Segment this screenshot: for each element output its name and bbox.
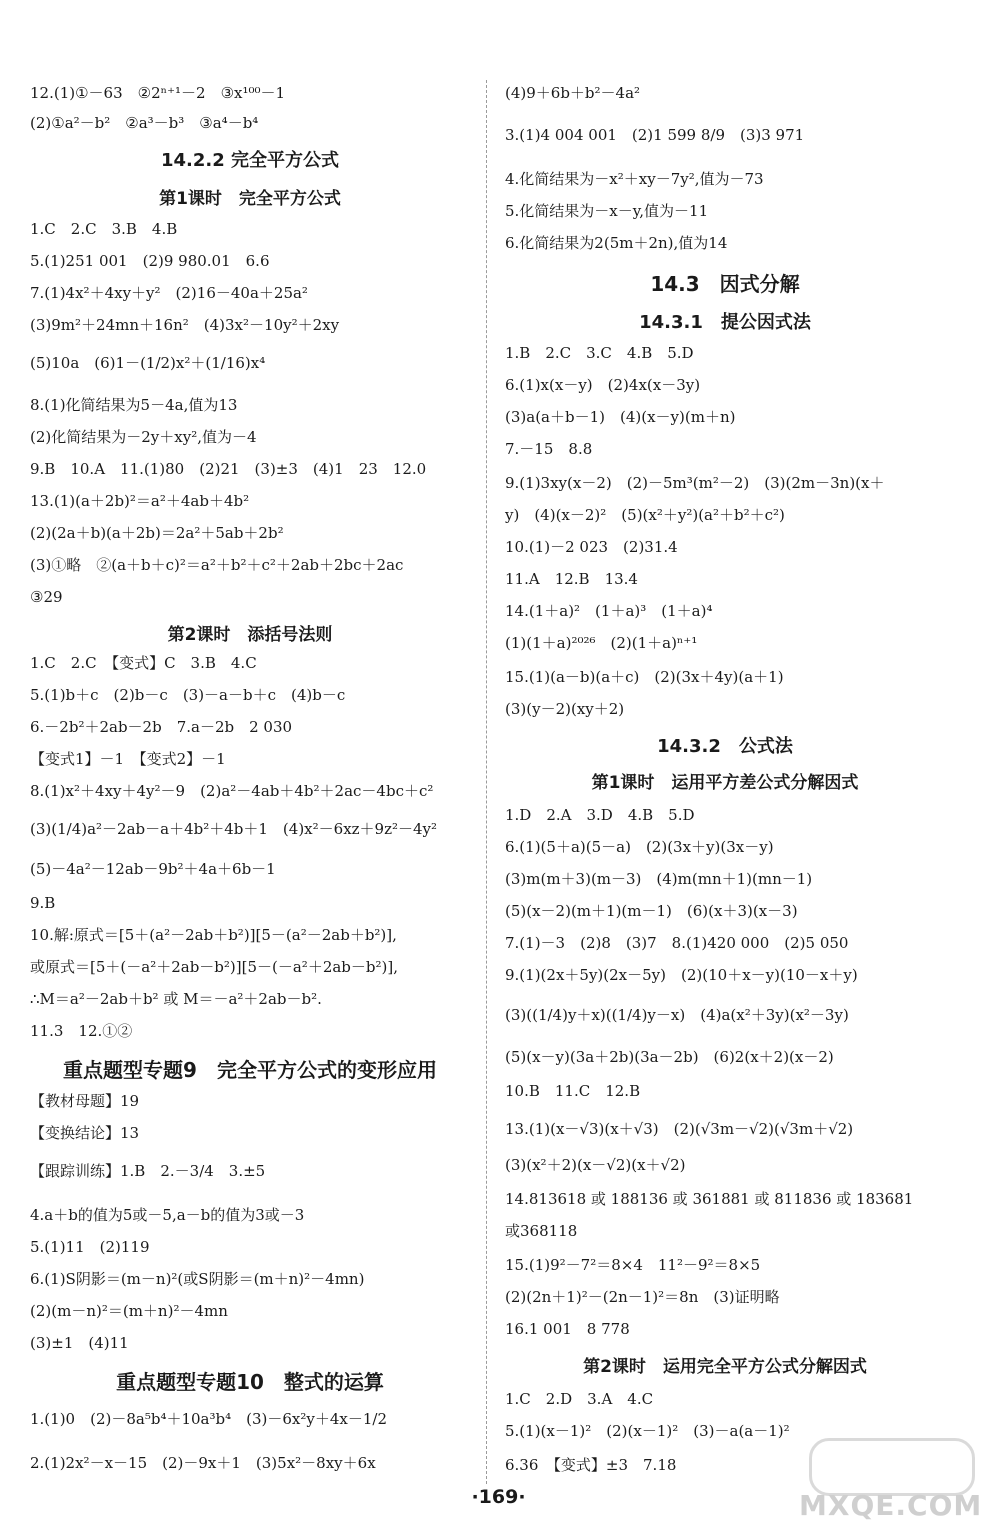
answer-line: ③29: [30, 588, 63, 606]
answer-line: 10.解:原式＝[5＋(a²－2ab＋b²)][5－(a²－2ab＋b²)],: [30, 926, 397, 944]
answer-line: 6.(1)S阴影＝(m－n)²(或S阴影＝(m＋n)²－4mn): [30, 1270, 365, 1288]
answer-line: 6.(1)x(x－y) (2)4x(x－3y): [505, 376, 701, 394]
answer-line: (2)(m－n)²＝(m＋n)²－4mn: [30, 1302, 228, 1320]
answer-line: 5.化简结果为－x－y,值为－11: [505, 202, 709, 220]
answer-line: (5)10a (6)1－(1/2)x²＋(1/16)x⁴: [30, 354, 266, 372]
answer-line: (3)①略 ②(a＋b＋c)²＝a²＋b²＋c²＋2ab＋2bc＋2ac: [30, 556, 404, 574]
answer-line: 4.a＋b的值为5或－5,a－b的值为3或－3: [30, 1206, 305, 1224]
section-heading: 第1课时 完全平方公式: [159, 189, 341, 209]
answer-line: 10.(1)－2 023 (2)31.4: [505, 538, 678, 556]
answer-line: 7.(1)4x²＋4xy＋y² (2)16－40a＋25a²: [30, 284, 308, 302]
watermark-shape: [809, 1438, 975, 1496]
answer-line: 11.3 12.①②: [30, 1022, 133, 1040]
answer-line: 15.(1)9²－7²＝8×4 11²－9²＝8×5: [505, 1256, 761, 1274]
answer-line: (3)(x²＋2)(x－√2)(x＋√2): [505, 1156, 686, 1174]
answer-line: 11.A 12.B 13.4: [505, 570, 638, 588]
answer-line: (2)(2a＋b)(a＋2b)＝2a²＋5ab＋2b²: [30, 524, 284, 542]
answer-line: (3)((1/4)y＋x)((1/4)y－x) (4)a(x²＋3y)(x²－3y): [505, 1006, 849, 1024]
answer-line: 8.(1)x²＋4xy＋4y²－9 (2)a²－4ab＋4b²＋2ac－4bc＋c²: [30, 782, 434, 800]
section-heading: 14.2.2 完全平方公式: [160, 150, 340, 171]
answer-line: (2)①a²－b² ②a³－b³ ③a⁴－b⁴: [30, 114, 259, 132]
answer-line: y) (4)(x－2)² (5)(x²＋y²)(a²＋b²＋c²): [505, 506, 785, 524]
answer-line: 或原式＝[5＋(－a²＋2ab－b²)][5－(－a²＋2ab－b²)],: [30, 958, 398, 976]
answer-line: (2)(2n＋1)²－(2n－1)²＝8n (3)证明略: [505, 1288, 780, 1306]
answer-line: 1.C 2.D 3.A 4.C: [505, 1390, 654, 1408]
answer-line: 16.1 001 8 778: [505, 1320, 630, 1338]
section-heading: 14.3 因式分解: [650, 272, 800, 296]
answer-line: (5)(x－2)(m＋1)(m－1) (6)(x＋3)(x－3): [505, 902, 798, 920]
answer-line: (3)9m²＋24mn＋16n² (4)3x²－10y²＋2xy: [30, 316, 340, 334]
answer-line: (2)化简结果为－2y＋xy²,值为－4: [30, 428, 257, 446]
answer-line: 1.B 2.C 3.C 4.B 5.D: [505, 344, 694, 362]
answer-line: 7.(1)－3 (2)8 (3)7 8.(1)420 000 (2)5 050: [505, 934, 849, 952]
answer-line: 9.(1)3xy(x－2) (2)－5m³(m²－2) (3)(2m－3n)(x＋: [505, 474, 885, 492]
column-divider: [486, 80, 487, 1484]
answer-line: (5)－4a²－12ab－9b²＋4a＋6b－1: [30, 860, 276, 878]
answer-line: 1.(1)0 (2)－8a⁵b⁴＋10a³b⁴ (3)－6x²y＋4x－1/2: [30, 1410, 388, 1428]
answer-line: 10.B 11.C 12.B: [505, 1082, 641, 1100]
answer-line: (3)(1/4)a²－2ab－a＋4b²＋4b＋1 (4)x²－6xz＋9z²－4y²: [30, 820, 438, 838]
section-heading: 重点题型专题10 整式的运算: [116, 1370, 384, 1394]
answer-line: (1)(1＋a)²⁰²⁶ (2)(1＋a)ⁿ⁺¹: [505, 634, 698, 652]
answer-line: 5.(1)251 001 (2)9 980.01 6.6: [30, 252, 270, 270]
answer-line: 3.(1)4 004 001 (2)1 599 8/9 (3)3 971: [505, 126, 805, 144]
answer-line: 7.－15 8.8: [505, 440, 593, 458]
answer-line: (4)9＋6b＋b²－4a²: [505, 84, 641, 102]
answer-line: 5.(1)b＋c (2)b－c (3)－a－b＋c (4)b－c: [30, 686, 346, 704]
answer-line: 6.36 【变式】±3 7.18: [505, 1456, 677, 1474]
answer-line: (3)m(m＋3)(m－3) (4)m(mn＋1)(mn－1): [505, 870, 813, 888]
answer-line: 13.(1)(a＋2b)²＝a²＋4ab＋4b²: [30, 492, 250, 510]
answer-line: 【教材母题】19: [30, 1092, 140, 1110]
watermark-logo: [789, 1434, 983, 1526]
answer-line: 14.(1＋a)² (1＋a)³ (1＋a)⁴: [505, 602, 713, 620]
answer-line: 9.B 10.A 11.(1)80 (2)21 (3)±3 (4)1 23 12.0: [30, 460, 427, 478]
answer-line: 15.(1)(a－b)(a＋c) (2)(3x＋4y)(a＋1): [505, 668, 784, 686]
answer-line: 1.C 2.C 3.B 4.B: [30, 220, 178, 238]
answer-line: 1.C 2.C 【变式】C 3.B 4.C: [30, 654, 257, 672]
answer-line: 12.(1)①－63 ②2ⁿ⁺¹－2 ③x¹⁰⁰－1: [30, 84, 286, 102]
answer-line: 6.化简结果为2(5m＋2n),值为14: [505, 234, 728, 252]
answer-line: 8.(1)化简结果为5－4a,值为13: [30, 396, 238, 414]
answer-line: 【跟踪训练】1.B 2.－3/4 3.±5: [30, 1162, 266, 1180]
answer-line: 4.化简结果为－x²＋xy－7y²,值为－73: [505, 170, 764, 188]
answer-line: 14.813618 或 188136 或 361881 或 811836 或 183681: [505, 1190, 914, 1208]
answer-line: 9.(1)(2x＋5y)(2x－5y) (2)(10＋x－y)(10－x＋y): [505, 966, 858, 984]
watermark-text: MXQE.COM: [799, 1489, 983, 1522]
answer-line: 6.(1)(5＋a)(5－a) (2)(3x＋y)(3x－y): [505, 838, 774, 856]
answer-line: (5)(x－y)(3a＋2b)(3a－2b) (6)2(x＋2)(x－2): [505, 1048, 834, 1066]
section-heading: 14.3.1 提公因式法: [639, 312, 811, 333]
answer-line: 【变换结论】13: [30, 1124, 140, 1142]
answer-line: 13.(1)(x－√3)(x＋√3) (2)(√3m－√2)(√3m＋√2): [505, 1120, 854, 1138]
answer-line: (3)a(a＋b－1) (4)(x－y)(m＋n): [505, 408, 736, 426]
answer-line: 5.(1)(x－1)² (2)(x－1)² (3)－a(a－1)²: [505, 1422, 790, 1440]
answer-line: 6.－2b²＋2ab－2b 7.a－2b 2 030: [30, 718, 293, 736]
answer-line: 2.(1)2x²－x－15 (2)－9x＋1 (3)5x²－8xy＋6x: [30, 1454, 376, 1472]
answer-line: 1.D 2.A 3.D 4.B 5.D: [505, 806, 695, 824]
answer-line: (3)(y－2)(xy＋2): [505, 700, 625, 718]
answer-line: ∴M＝a²－2ab＋b² 或 M＝－a²＋2ab－b².: [30, 990, 322, 1008]
answer-line: 【变式1】－1 【变式2】－1: [30, 750, 226, 768]
answer-line: 9.B: [30, 894, 56, 912]
section-heading: 第1课时 运用平方差公式分解因式: [591, 773, 859, 793]
page-number: ·169·: [471, 1486, 526, 1508]
section-heading: 重点题型专题9 完全平方公式的变形应用: [63, 1058, 437, 1082]
section-heading: 第2课时 添括号法则: [167, 625, 333, 645]
section-heading: 14.3.2 公式法: [657, 736, 793, 757]
answer-line: 5.(1)11 (2)119: [30, 1238, 150, 1256]
section-heading: 第2课时 运用完全平方公式分解因式: [583, 1357, 867, 1377]
answer-line: 或368118: [505, 1222, 578, 1240]
answer-line: (3)±1 (4)11: [30, 1334, 129, 1352]
